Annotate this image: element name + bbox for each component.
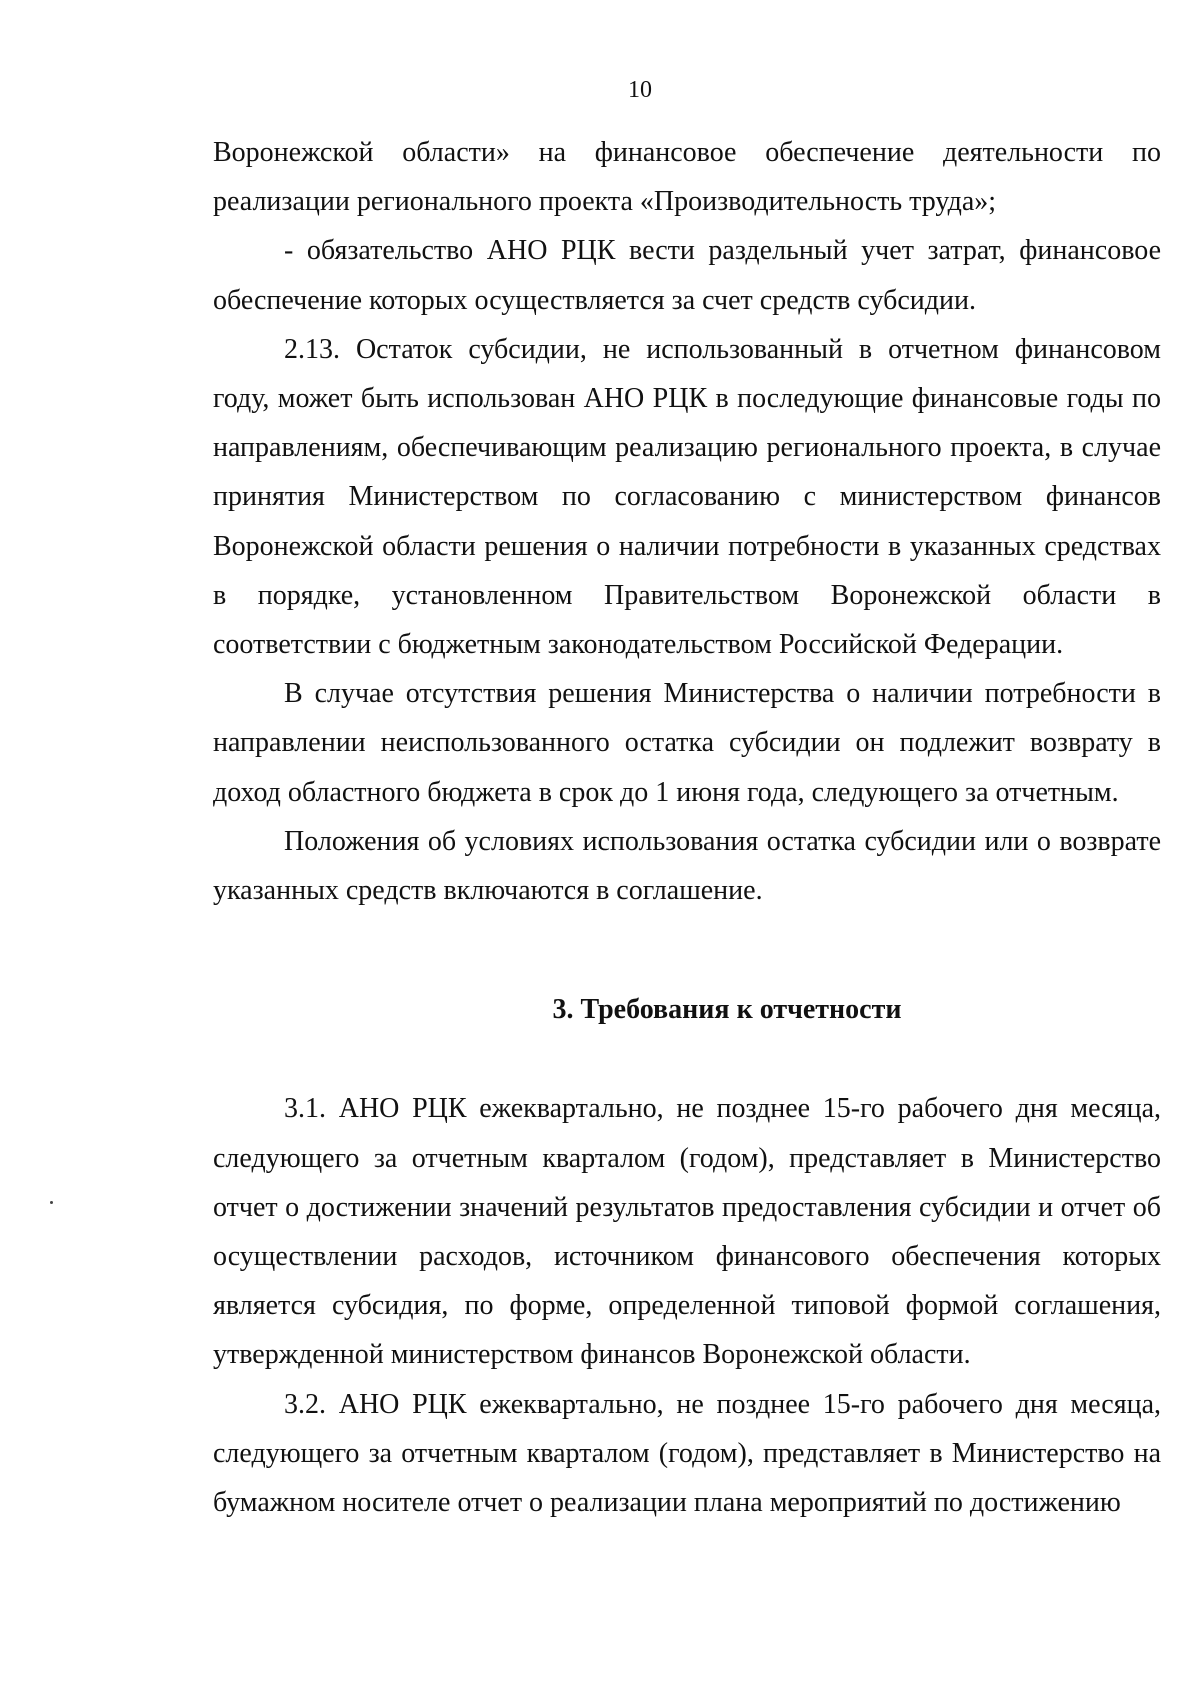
spacer — [213, 915, 1161, 985]
document-body — [213, 128, 1161, 1527]
paragraph-obligation: - обязательство АНО РЦК вести раздельный учет затрат, финансовое обеспечение которых осуществляется за счет средств субсидии. — [213, 235, 1161, 316]
paragraph-2-13: 2.13. Остаток субсидии, не использованный в отчетном финансовом году, может быть использован АНО РЦК в последующие финансовые годы по направлениям, обеспечивающим реализацию регионального проекта, в случае принятия Министерством по согласованию с министерством финансов Воронежской области решения о наличии потребности в указанных средствах в порядке, установленном Правительством Воронежской области в соответствии с бюджетным законодательством Российской Федерации. — [213, 333, 1161, 661]
paragraph-3-1: 3.1. АНО РЦК ежеквартально, не позднее 15-го рабочего дня месяца, следующего за отчетным кварталом (годом), представляет в Министерство отчет о достижении значений результатов предоставления субсидии и отчет об осуществлении расходов, источником финансового обеспечения которых является субсидия, по форме, определенной типовой формой соглашения, утвержденной министерством финансов Воронежской области. — [213, 1093, 1161, 1371]
spacer — [213, 1034, 1161, 1084]
page-number: 10 — [628, 77, 652, 103]
paragraph-continuation: Воронежской области» на финансовое обеспечение деятельности по реализации регионального проекта «Производительность труда»; — [213, 137, 1161, 218]
paragraph-provisions: Положения об условиях использования остатка субсидии или о возврате указанных средств включаются в соглашение. — [213, 825, 1161, 907]
paragraph-absence-of-decision: В случае отсутствия решения Министерства о наличии потребности в направлении неиспользованного остатка субсидии он подлежит возврату в доход областного бюджета в срок до 1 июня года, следующего за отчетным. — [213, 678, 1161, 808]
paragraph-3-2: 3.2. АНО РЦК ежеквартально, не позднее 15-го рабочего дня месяца, следующего за отчетным кварталом (годом), представляет в Министерство на бумажном носителе отчет о реализации плана мероприятий по достижению — [213, 1388, 1161, 1519]
scan-speck — [50, 1201, 53, 1204]
section-heading: 3. Требования к отчетности — [552, 994, 902, 1026]
